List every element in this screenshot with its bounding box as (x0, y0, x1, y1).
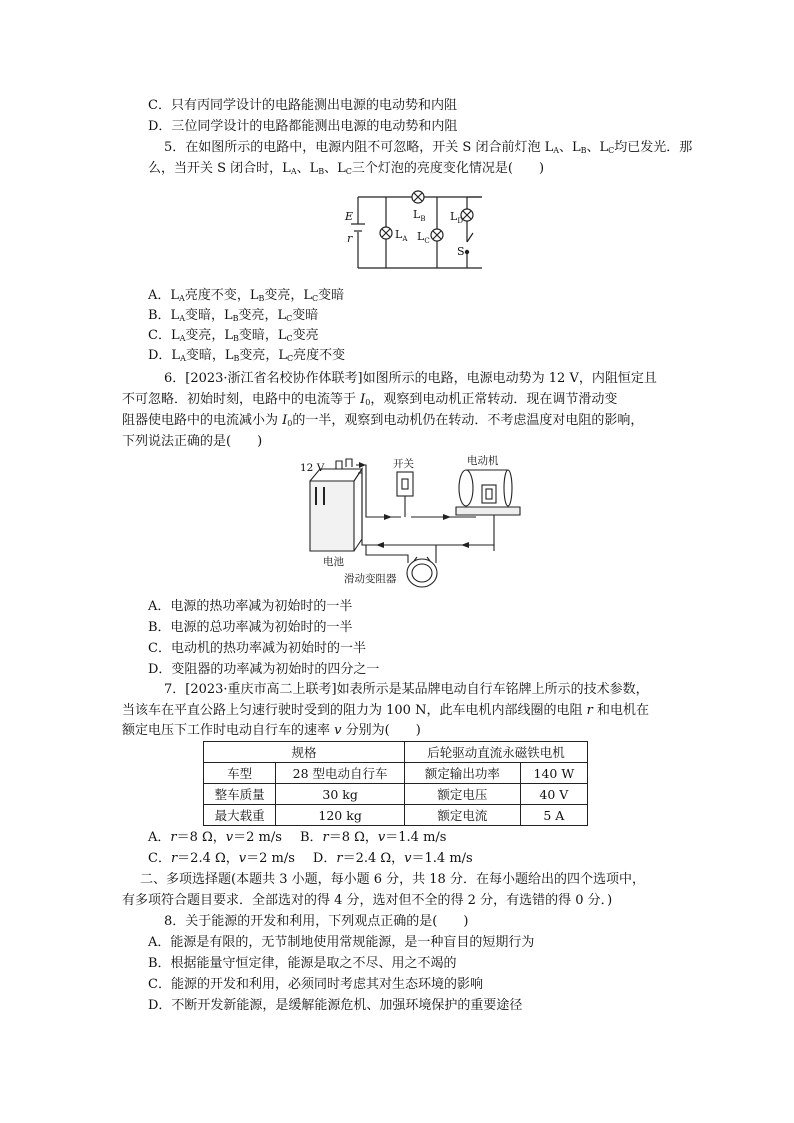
fig5-label-lc: $L_C$ (417, 230, 430, 245)
table-header-row (204, 742, 588, 763)
q5-circuit-diagram (340, 184, 500, 276)
q8-stem: 8．关于能源的开发和利用，下列观点正确的是( ) (164, 914, 469, 929)
fig5-label-la: $L_A$ (395, 228, 408, 243)
table-row: 最大载重 120 kg 额定电流 5 A (204, 805, 588, 826)
fig5-label-ld: $L_D$ (450, 210, 463, 225)
fig5-label-r: r (347, 232, 353, 245)
q4-option-c: C．只有丙同学设计的电路能测出电源的电动势和内阻 (148, 98, 457, 113)
q7-stem-line3: 额定电压下工作时电动自行车的速率 v 分别为( ) (122, 723, 421, 738)
q6-stem-line4: 下列说法正确的是( ) (122, 434, 263, 449)
section2-heading-line1: 二、多项选择题(本题共 3 小题，每小题 6 分，共 18 分．在每小题给出的四个选项中， (140, 872, 645, 887)
q7-stem-line2: 当该车在平直公路上匀速行驶时受到的阻力为 100 N，此车电机内部线圈的电阻 r 和电机在 (122, 703, 649, 718)
q5-stem-line2: 么，当开关 S 闭合时，$L_A$、$L_B$、$L_C$三个灯泡的亮度变化情况是( ) (148, 161, 545, 176)
fig6-label-switch: 开关 (393, 458, 414, 470)
table-row: 车型 28 型电动自行车 额定输出功率 140 W (204, 763, 588, 784)
fig5-label-e: E (345, 210, 354, 223)
q5-option-b: B．$L_A$变暗，$L_B$变亮，$L_C$变暗 (148, 308, 319, 323)
table-header-motor: 后轮驱动直流永磁铁电机 (405, 742, 588, 763)
q6-stem-line2: 不可忽略．初始时刻，电路中的电流等于 $I_0$，观察到电动机正常转动．现在调节滑动变 (122, 392, 618, 407)
fig5-label-s: S (457, 245, 465, 258)
q5-option-a: A．$L_A$亮度不变，$L_B$变亮，$L_C$变暗 (148, 288, 345, 303)
q5-option-c: C．$L_A$变亮，$L_B$变暗，$L_C$变亮 (148, 328, 319, 343)
q5-stem-line1: 5．在如图所示的电路中，电源内阻不可忽略，开关 S 闭合前灯泡 $L_A$、$L_B$、$L_C$均已发光．那 (164, 140, 693, 155)
q6-stem-line1: 6．[2023·浙江省名校协作体联考]如图所示的电路，电源电动势为 12 V，内阻恒定且 (164, 371, 657, 386)
table-header-spec: 规格 (204, 742, 405, 763)
q6-option-b: B．电源的总功率减为初始时的一半 (148, 620, 353, 635)
q7-spec-table (203, 741, 588, 826)
q6-option-a: A．电源的热功率减为初始时的一半 (148, 599, 353, 614)
q8-option-c: C．能源的开发和利用，必须同时考虑其对生态环境的影响 (148, 977, 483, 992)
q6-option-d: D．变阻器的功率减为初始时的四分之一 (148, 662, 380, 677)
q7-options-cd: C．r＝2.4 Ω，v＝2 m/s D．r＝2.4 Ω，v＝1.4 m/s (148, 851, 473, 866)
fig6-label-voltage: 12 V (300, 462, 325, 474)
q6-apparatus-diagram (296, 455, 526, 590)
q8-option-a: A．能源是有限的，无节制地使用常规能源，是一种盲目的短期行为 (148, 935, 535, 950)
q4-option-d: D．三位同学设计的电路都能测出电源的电动势和内阻 (148, 119, 458, 134)
fig6-label-battery: 电池 (323, 556, 344, 568)
fig6-label-rheostat: 滑动变阻器 (344, 573, 397, 585)
section2-heading-line2: 有多项符合题目要求．全部选对的得 4 分，选对但不全的得 2 分，有选错的得 0 分．) (122, 893, 613, 908)
q7-stem-line1: 7．[2023·重庆市高二上联考]如表所示是某品牌电动自行车铭牌上所示的技术参数， (164, 682, 649, 697)
fig6-label-motor: 电动机 (467, 455, 499, 467)
table-row: 整车质量 30 kg 额定电压 40 V (204, 784, 588, 805)
q5-option-d: D．$L_A$变暗，$L_B$变亮，$L_C$亮度不变 (148, 348, 346, 363)
q7-options-ab: A．r＝8 Ω，v＝2 m/s B．r＝8 Ω，v＝1.4 m/s (148, 830, 447, 845)
q8-option-b: B．根据能量守恒定律，能源是取之不尽、用之不竭的 (148, 956, 457, 971)
q6-option-c: C．电动机的热功率减为初始时的一半 (148, 641, 366, 656)
fig5-label-lb: $L_B$ (413, 208, 426, 223)
q8-option-d: D．不断开发新能源，是缓解能源危机、加强环境保护的重要途径 (148, 998, 523, 1013)
q6-stem-line3: 阻器使电路中的电流减小为 $I_0$的一半，观察到电动机仍在转动．不考虑温度对电阻的影响， (122, 413, 644, 428)
